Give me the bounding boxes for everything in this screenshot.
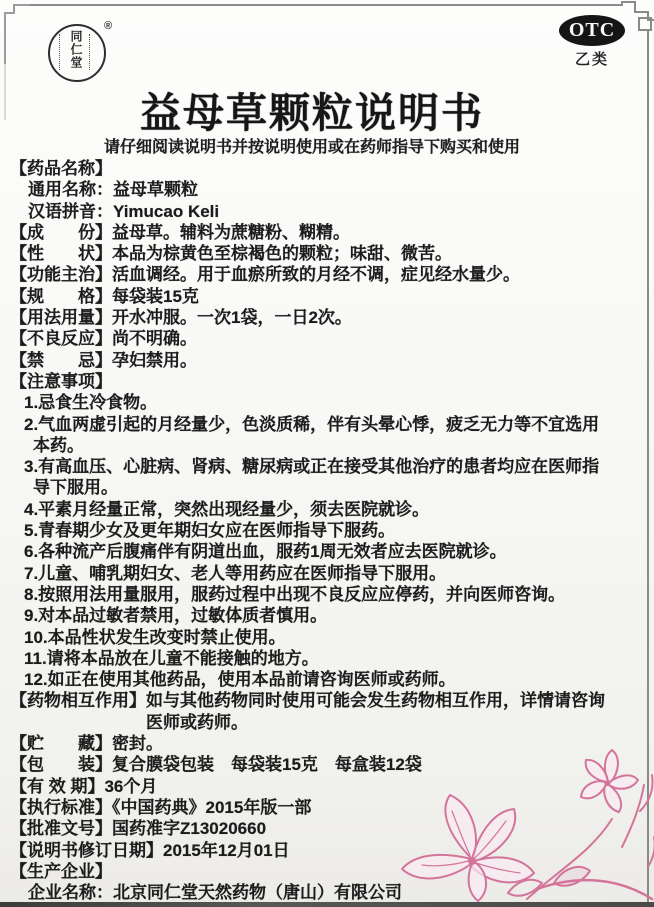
row-standard: 【执行标准】《中国药典》2015年版一部 [10,797,312,817]
row-precaution-11: 11.请将本品放在儿童不能接触的地方。 [24,648,319,668]
row-precaution-8: 8.按照用法用量服用，服药过程中出现不良反应应停药，并向医师咨询。 [24,584,566,604]
row-precaution-1: 1.忌食生冷食物。 [24,393,158,413]
row-precaution-2-cont: 本药。 [33,435,84,455]
row-indications: 【功能主治】活血调经。用于血瘀所致的月经不调，症见经水量少。 [10,265,520,285]
row-generic-name: 通用名称：益母草颗粒 [28,180,198,200]
row-precaution-10: 10.本品性状发生改变时禁止使用。 [24,627,286,647]
logo-ornament-left [59,34,66,70]
row-drug-interactions: 【药物相互作用】如与其他药物同时使用可能会发生药物相互作用，详情请咨询 [10,691,605,711]
row-precautions-heading: 【注意事项】 [10,371,112,391]
row-company-name: 企业名称：北京同仁堂天然药物（唐山）有限公司 [28,883,402,903]
insert-body [0,158,654,903]
row-pinyin: 汉语拼音：Yimucao Keli [28,201,220,221]
row-precaution-4: 4.平素月经量正常，突然出现经量少，须去医院就诊。 [24,499,430,519]
row-precaution-5: 5.青春期少女及更年期妇女应在医师指导下服药。 [24,521,396,541]
row-precaution-3-cont: 导下服用。 [33,478,118,498]
row-drug-interactions-cont: 医师或药师。 [146,712,248,732]
otc-label: OTC [559,15,625,46]
row-adverse-reactions: 【不良反应】尚不明确。 [10,329,197,349]
row-approval-number: 【批准文号】国药准字Z13020660 [10,819,267,839]
row-properties: 【性 状】本品为棕黄色至棕褐色的颗粒；味甜、微苦。 [10,244,452,264]
page-title: 益母草颗粒说明书 [140,90,484,136]
row-manufacturer-heading: 【生产企业】 [10,861,112,881]
tongrentang-logo [48,20,113,84]
row-contraindications: 【禁 忌】孕妇禁用。 [10,350,197,370]
row-specification: 【规 格】每袋装15克 [10,286,199,306]
row-precaution-7: 7.儿童、哺乳期妇女、老人等用药应在医师指导下服用。 [24,563,447,583]
row-ingredients: 【成 份】益母草。辅料为蔗糖粉、糊精。 [10,222,350,242]
row-precaution-12: 12.如正在使用其他药品，使用本品前请咨询医师或药师。 [24,670,456,690]
row-packaging: 【包 装】复合膜袋包装 每袋装15克 每盒装12袋 [10,755,422,775]
page-subtitle: 请仔细阅读说明书并按说明使用或在药师指导下购买和使用 [103,139,520,156]
registered-trademark-icon: ® [104,20,113,32]
row-revision-date: 【说明书修订日期】2015年12月01日 [10,840,290,860]
logo-ornament-right [89,34,96,70]
row-precaution-2: 2.气血两虚引起的月经量少，色淡质稀，伴有头晕心悸，疲乏无力等不宜选用 [24,414,600,434]
row-validity: 【有 效 期】36个月 [10,776,158,796]
otc-class-label: 乙类 [574,51,609,68]
otc-badge [556,15,628,69]
logo-text: 同仁堂 [69,30,83,69]
row-storage: 【贮 藏】密封。 [10,734,163,754]
row-precaution-9: 9.对本品过敏者禁用，过敏体质者慎用。 [24,606,328,626]
row-drug-name-label: 【药品名称】 [10,159,112,178]
row-dosage: 【用法用量】开水冲服。一次1袋，一日2次。 [10,308,352,328]
row-precaution-6: 6.各种流产后腹痛伴有阴道出血，服药1周无效者应去医院就诊。 [24,542,507,562]
row-precaution-3: 3.有高血压、心脏病、肾病、糖尿病或正在接受其他治疗的患者均应在医师指 [24,457,600,477]
photo-bottom-edge [0,902,654,907]
